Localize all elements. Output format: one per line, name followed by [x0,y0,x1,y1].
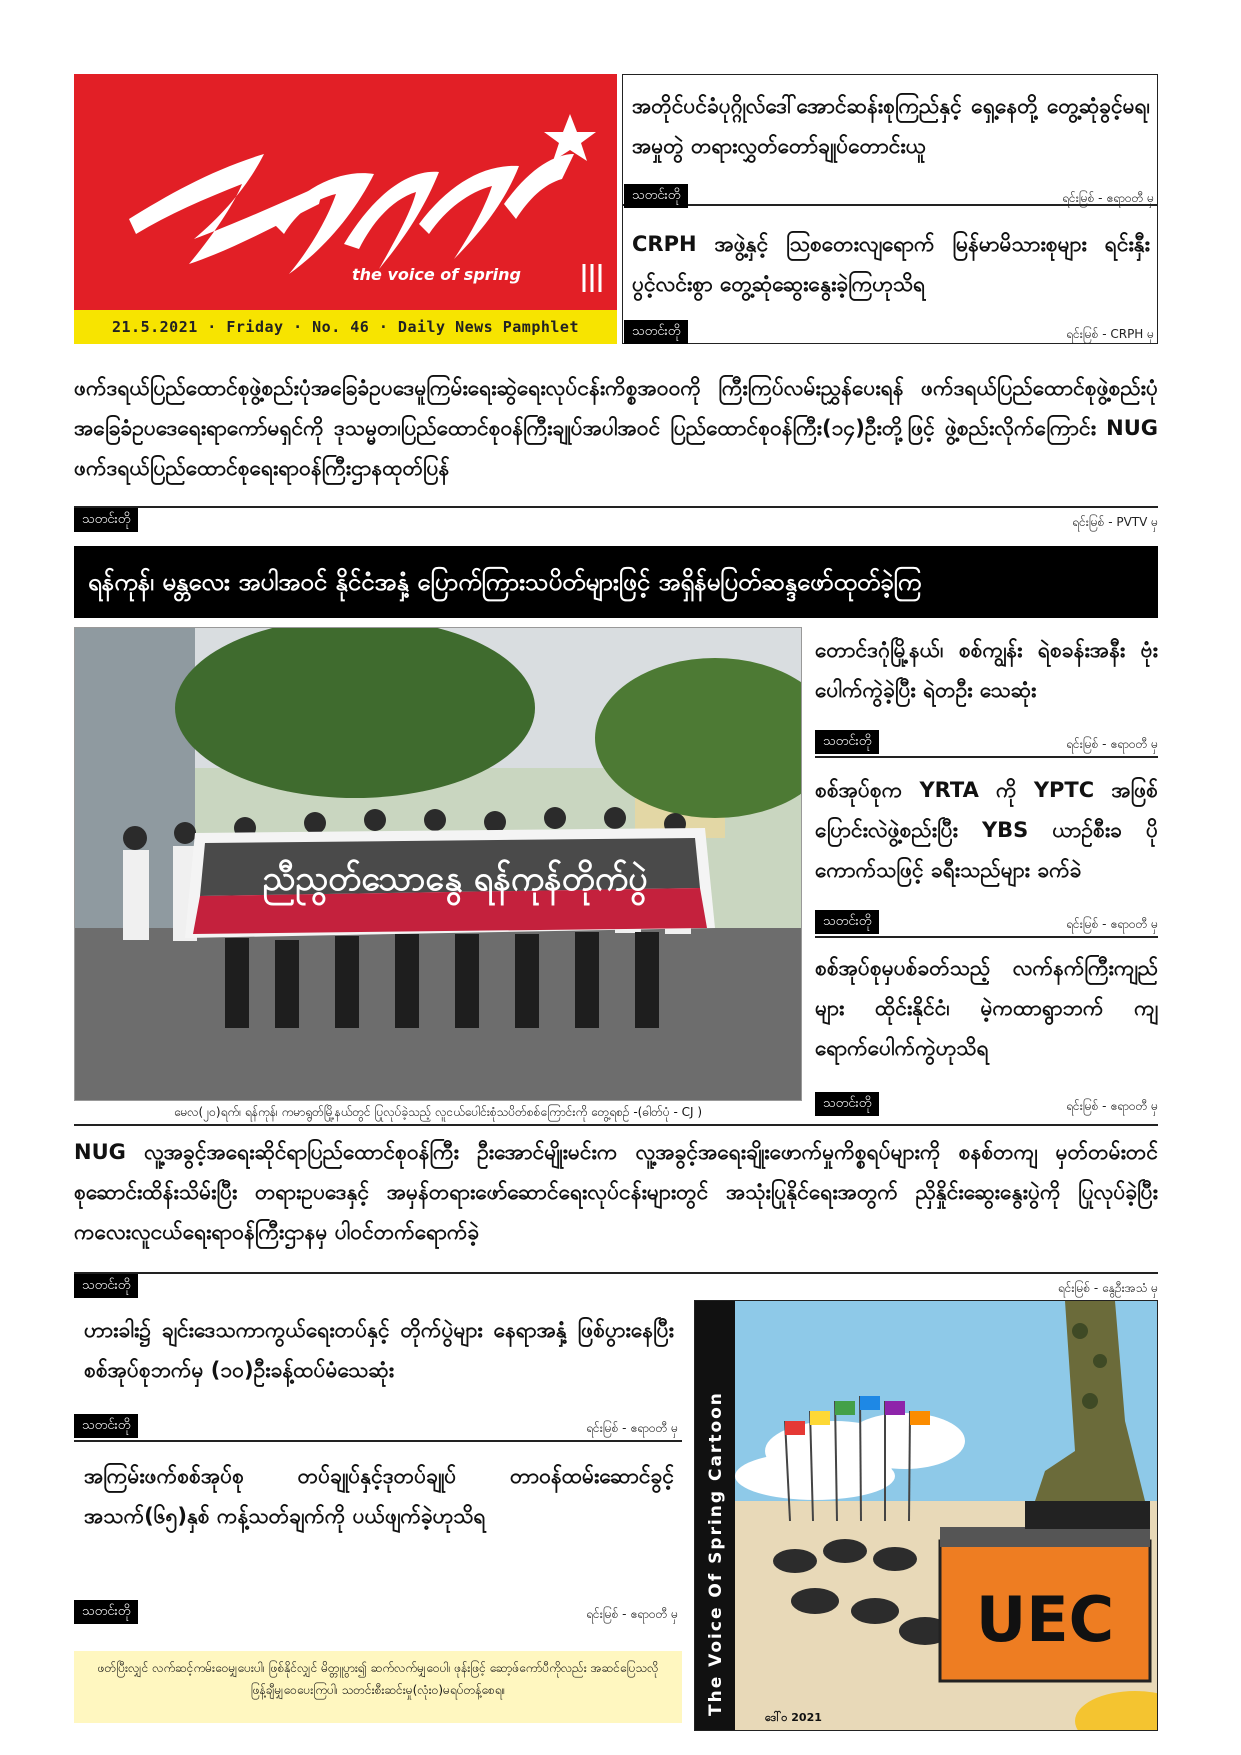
news-tag: သတင်းတို [624,184,688,208]
source: ရင်းမြစ် - ဧရာဝတီ မှ [1066,737,1158,751]
headline: ဟားခါး၌ ချင်းဒေသကာကွယ်ရေးတပ်နှင့် တိုက်ပွဲများ နေရာအနှံ့ ဖြစ်ပွားနေပြီး စစ်အုပ်စုဘက်မှ (၁၀)ဦးခန့်ထပ်မံသေဆုံး [84,1318,674,1382]
divider [74,1272,1158,1274]
headline: တောင်ဒဂုံမြို့နယ်၊ စစ်ကျွန်း ရဲစခန်းအနီး ဗုံးပေါက်ကွဲခဲ့ပြီး ရဲတဦး သေဆုံး [815,638,1158,702]
issue-strip: 21.5.2021 · Friday · No. 46 · Daily News Pamphlet [74,310,617,344]
headline: စစ်အုပ်စုမှပစ်ခတ်သည့် လက်နက်ကြီးကျည်များ ထိုင်းနိုင်ငံ၊ မဲ့ကထာရွာဘက် ကျရောက်ပေါက်ကွဲဟုသိရ [815,956,1158,1060]
news-tag: သတင်းတို [74,508,138,532]
cartoon-illustration [695,1301,1158,1731]
headline: CRPH အဖွဲ့နှင့် ဩစတေးလျရောက် မြန်မာမိသားစုများ ရင်းနှီးပွင့်လင်းစွာ တွေ့ဆုံဆွေးနွေးခဲ့ကြဟုသိရ [632,232,1150,296]
source: ရင်းမြစ် - PVTV မှ [1072,515,1158,529]
divider [815,936,1158,938]
cartoon [694,1300,1158,1731]
divider [74,506,1158,508]
svg-text:the voice of spring: the voice of spring [352,265,521,284]
nug-headline: NUG လူ့အခွင့်အရေးဆိုင်ရာပြည်ထောင်စုဝန်ကြီး ဦးအောင်မျိုးမင်းက လူ့အခွင့်အရေးချိုးဖောက်မှုကိစ္စရပ်များကို စနစ်တကျ မှတ်တမ်းတင် စုဆောင်းထိန်းသိမ်းပြီး တရားဥပဒေနှင့် အမှန်တရားဖော်ဆောင်ရေးလုပ်ငန်းများတွင် အသုံးပြုနိုင်ရေးအတွက် ညှိနှိုင်းဆွေးနွေးပွဲကို ပြုလုပ်ခဲ့ပြီး ကလေးလူငယ်ရေးရာဝန်ကြီးဌာနမှ ပါဝင်တက်ရောက်ခဲ့ [74,1140,1158,1244]
protest-photo-illustration [75,628,802,1101]
source: ရင်းမြစ် - ဧရာဝတီ မှ [1066,917,1158,931]
news-tag: သတင်းတို [74,1600,138,1624]
headline: အတိုင်ပင်ခံပုဂ္ဂိုလ်ဒေါ်အောင်ဆန်းစုကြည်နှင့် ရှေ့နေတို့ တွေ့ဆုံခွင့်မရ၊ အမှုတွဲ တရားလွှတ်တော်ချုပ်တောင်းယူ [632,94,1150,158]
svg-text:ညီညွတ်သောနွေ ရန်ကုန်တိုက်ပွဲ: ညီညွတ်သောနွေ ရန်ကုန်တိုက်ပွဲ [262,859,648,899]
news-tag: သတင်းတို [74,1274,138,1298]
divider [74,1124,1158,1126]
source: ရင်းမြစ် - ဧရာဝတီ မှ [1066,1099,1158,1113]
svg-text:The Voice Of Spring Cartoon: The Voice Of Spring Cartoon [706,1391,726,1716]
source: ရင်းမြစ် - ဧရာဝတီ မှ [586,1607,678,1621]
lead-headline: ဖက်ဒရယ်ပြည်ထောင်စုဖွဲ့စည်းပုံအခြေခံဥပဒေမူကြမ်းရေးဆွဲရေးလုပ်ငန်းကိစ္စအဝဝကို ကြီးကြပ်လမ်းညွှန်ပေးရန် ဖက်ဒရယ်ပြည်ထောင်စုဖွဲ့စည်းပုံအခြေခံဥပဒေရေးရာကော်မရှင်ကို ဒုသမ္မတ၊ပြည်ထောင်စုဝန်ကြီးချုပ်အပါအဝင် ပြည်ထောင်စုဝန်ကြီး(၁၄)ဦးတို့ဖြင့် ဖွဲ့စည်းလိုက်ကြောင်း NUG ဖက်ဒရယ်ပြည်ထောင်စုရေးရာဝန်ကြီးဌာနထုတ်ပြန် [74,376,1158,480]
headline: အကြမ်းဖက်စစ်အုပ်စု တပ်ချုပ်နှင့်ဒုတပ်ချုပ် တာဝန်ထမ်းဆောင်ခွင့် အသက်(၆၅)နှစ် ကန့်သတ်ချက်ကို ပယ်ဖျက်ခဲ့ဟုသိရ [84,1464,674,1528]
news-tag: သတင်းတို [815,1092,879,1116]
source: ရင်းမြစ် - ဧရာဝတီ မှ [586,1421,678,1435]
svg-text:UEC: UEC [975,1583,1115,1656]
source: ရင်းမြစ် - နွေဦးအသံ မှ [1057,1281,1158,1295]
news-tag: သတင်းတို [624,320,688,344]
banner-headline: ရန်ကုန်၊ မန္တလေး အပါအဝင် နိုင်ငံအနှံ့ ပြောက်ကြားသပိတ်များဖြင့် အရှိန်မပြတ်ဆန္ဒဖော်ထုတ်ခဲ့ကြ [74,546,1158,618]
source: ရင်းမြစ် - CRPH မှ [1066,327,1154,341]
headline: စစ်အုပ်စုက YRTA ကို YPTC အဖြစ် ပြောင်းလဲဖွဲ့စည်းပြီး YBS ယာဉ်စီးခ ပိုကောက်သဖြင့် ခရီးသည်များ ခက်ခဲ [815,778,1158,882]
masthead [74,74,617,344]
photo-caption: မေလ(၂၀)ရက်၊ ရန်ကုန်၊ ကမာရွတ်မြို့နယ်တွင် ပြုလုပ်ခဲ့သည့် လူငယ်ပေါင်းစုံသပိတ်စစ်ကြောင်းကို တွေ့ရစဉ် -(ဓါတ်ပုံ - CJ ) [173,1105,703,1119]
protest-photo [74,627,802,1101]
svg-text:ဒေါ်၀ 2021: ဒေါ်၀ 2021 [765,1711,822,1724]
divider [74,1440,682,1442]
source: ရင်းမြစ် - ဧရာဝတီ မှ [1062,191,1154,205]
news-tag: သတင်းတို [815,730,879,754]
news-tag: သတင်းတို [74,1414,138,1438]
divider [815,756,1158,758]
masthead-logo [74,74,617,310]
share-notice: ဖတ်ပြီးလျှင် လက်ဆင့်ကမ်းဝေမျှပေးပါ၊ ဖြစ်နိုင်လျှင် မိတ္တူပွား၍ ဆက်လက်မျှဝေပါ၊ ဖုန်းဖြင့် ဆော့ဖ်ကော်ပီကိုလည်း အဆင်ပြေသလို ဖြန့်ချီမျှဝေပေးကြပါ၊ သတင်းစီးဆင်းမှု(လုံးဝ)မရပ်တန့်စေရ။ [74,1651,682,1723]
news-tag: သတင်းတို [815,910,879,934]
